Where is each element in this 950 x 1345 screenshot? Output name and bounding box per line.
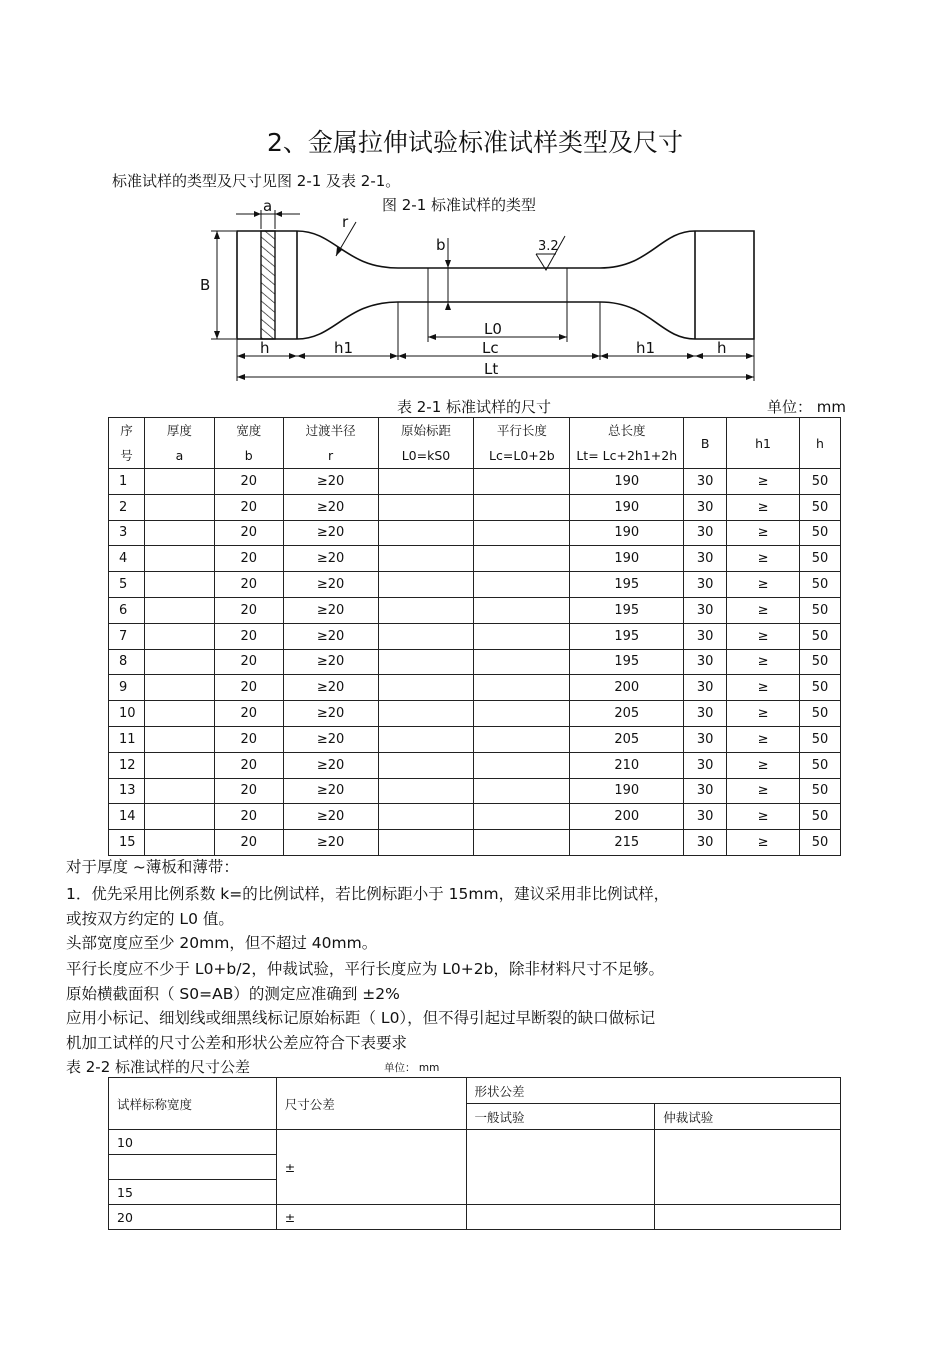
table-cell: 50 bbox=[799, 469, 840, 495]
col-general-test: 一般试验 bbox=[466, 1104, 655, 1130]
table1-unit: 单位： mm bbox=[767, 398, 846, 416]
table-row bbox=[109, 469, 841, 495]
width-cell: 20 bbox=[109, 1205, 277, 1230]
table-cell bbox=[474, 572, 570, 598]
table-cell: ≥20 bbox=[283, 726, 378, 752]
table-cell: 215 bbox=[570, 830, 684, 856]
table-cell: 20 bbox=[214, 597, 283, 623]
table-cell: ≥20 bbox=[283, 494, 378, 520]
table-cell bbox=[474, 469, 570, 495]
label-a: a bbox=[263, 198, 273, 215]
table-cell: ≥20 bbox=[283, 597, 378, 623]
table-cell: ≥ bbox=[727, 469, 800, 495]
table-cell: 205 bbox=[570, 701, 684, 727]
table-cell: ≥20 bbox=[283, 623, 378, 649]
table-cell bbox=[474, 726, 570, 752]
tolerance-cell: ± bbox=[276, 1205, 466, 1230]
header-cell: 平行长度 Lc=L0+2b bbox=[474, 418, 570, 469]
table-row bbox=[109, 597, 841, 623]
table-cell: 200 bbox=[570, 804, 684, 830]
table-cell bbox=[378, 572, 474, 598]
specimen-diagram bbox=[196, 198, 766, 388]
table-cell bbox=[144, 752, 214, 778]
table-cell bbox=[144, 572, 214, 598]
table-row bbox=[109, 701, 841, 727]
width-cell bbox=[109, 1155, 277, 1180]
header-cell: h bbox=[799, 418, 840, 469]
intro-text: 标准试样的类型及尺寸见图 2-1 及表 2-1。 bbox=[112, 172, 401, 190]
table-cell: 50 bbox=[799, 675, 840, 701]
table-cell: 50 bbox=[799, 597, 840, 623]
table-cell bbox=[474, 701, 570, 727]
table-row bbox=[109, 572, 841, 598]
table-cell: ≥ bbox=[727, 520, 800, 546]
table-cell bbox=[378, 469, 474, 495]
table-cell: 3 bbox=[109, 520, 145, 546]
table-cell: 20 bbox=[214, 572, 283, 598]
general-tol-cell bbox=[466, 1205, 655, 1230]
table-cell: 5 bbox=[109, 572, 145, 598]
table-row bbox=[109, 804, 841, 830]
table-cell: ≥ bbox=[727, 752, 800, 778]
table-cell: 20 bbox=[214, 623, 283, 649]
table-cell bbox=[474, 520, 570, 546]
width-cell: 10 bbox=[109, 1130, 277, 1155]
cross-section-hatch bbox=[261, 231, 275, 339]
table-row bbox=[109, 649, 841, 675]
table-cell: 20 bbox=[214, 778, 283, 804]
table-cell: ≥20 bbox=[283, 752, 378, 778]
table-cell: 50 bbox=[799, 701, 840, 727]
label-Lc: Lc bbox=[482, 339, 499, 357]
table-cell: 20 bbox=[214, 546, 283, 572]
arbitration-tol-cell bbox=[655, 1130, 841, 1205]
table-cell bbox=[474, 804, 570, 830]
table-cell: 195 bbox=[570, 572, 684, 598]
table-cell: 50 bbox=[799, 546, 840, 572]
header-cell: 宽度 b bbox=[214, 418, 283, 469]
table-cell: 50 bbox=[799, 494, 840, 520]
table-cell: ≥ bbox=[727, 830, 800, 856]
table-cell: 30 bbox=[684, 726, 727, 752]
table-cell bbox=[144, 726, 214, 752]
table-cell bbox=[144, 597, 214, 623]
table2-unit: 单位： mm bbox=[384, 1062, 440, 1074]
table-cell bbox=[378, 778, 474, 804]
table-cell: 195 bbox=[570, 649, 684, 675]
table-cell: 50 bbox=[799, 778, 840, 804]
general-tol-cell bbox=[466, 1130, 655, 1205]
table-cell: 7 bbox=[109, 623, 145, 649]
table-cell: 30 bbox=[684, 804, 727, 830]
table-cell: 30 bbox=[684, 572, 727, 598]
table-cell bbox=[378, 701, 474, 727]
table-cell bbox=[378, 726, 474, 752]
header-cell: 过渡半径 r bbox=[283, 418, 378, 469]
table-cell: 30 bbox=[684, 469, 727, 495]
table-cell: ≥20 bbox=[283, 546, 378, 572]
table-cell: 12 bbox=[109, 752, 145, 778]
table-cell bbox=[144, 778, 214, 804]
table-cell: 50 bbox=[799, 649, 840, 675]
table-cell bbox=[144, 494, 214, 520]
col-shape-tolerance: 形状公差 bbox=[466, 1078, 841, 1104]
table-cell: 1 bbox=[109, 469, 145, 495]
table-cell: 50 bbox=[799, 804, 840, 830]
table-cell bbox=[144, 546, 214, 572]
table-cell bbox=[144, 469, 214, 495]
body-paragraph: 头部宽度应至少 20mm，但不超过 40mm。 bbox=[66, 934, 378, 952]
table-cell: 190 bbox=[570, 469, 684, 495]
table-cell: 30 bbox=[684, 494, 727, 520]
table-cell bbox=[378, 804, 474, 830]
table-cell: 210 bbox=[570, 752, 684, 778]
page-title: 2、金属拉伸试验标准试样类型及尺寸 bbox=[267, 128, 683, 157]
table-cell: ≥20 bbox=[283, 469, 378, 495]
table-cell: 30 bbox=[684, 701, 727, 727]
table-cell: ≥20 bbox=[283, 778, 378, 804]
table-cell: 50 bbox=[799, 572, 840, 598]
table-cell: ≥ bbox=[727, 623, 800, 649]
header-cell: 序 号 bbox=[109, 418, 145, 469]
table-cell: 30 bbox=[684, 778, 727, 804]
table-cell: ≥ bbox=[727, 778, 800, 804]
label-Lt: Lt bbox=[484, 360, 499, 378]
table-cell: 190 bbox=[570, 778, 684, 804]
table-cell: 190 bbox=[570, 520, 684, 546]
table-cell: 30 bbox=[684, 623, 727, 649]
body-paragraph: 1．优先采用比例系数 k=的比例试样，若比例标距小于 15mm，建议采用非比例试样， bbox=[66, 885, 670, 903]
tolerance-table bbox=[108, 1077, 841, 1230]
table-cell bbox=[144, 830, 214, 856]
table-cell: 13 bbox=[109, 778, 145, 804]
table-cell: 15 bbox=[109, 830, 145, 856]
table-row bbox=[109, 623, 841, 649]
table-cell bbox=[474, 597, 570, 623]
table-cell: 30 bbox=[684, 546, 727, 572]
table-cell bbox=[474, 494, 570, 520]
table-cell bbox=[378, 649, 474, 675]
table-cell: 20 bbox=[214, 830, 283, 856]
header-cell: h1 bbox=[727, 418, 800, 469]
table-cell: 8 bbox=[109, 649, 145, 675]
table-cell: ≥20 bbox=[283, 804, 378, 830]
figure-caption: 图 2-1 标准试样的类型 bbox=[382, 196, 537, 214]
body-paragraph: 对于厚度 ~薄板和薄带： bbox=[66, 858, 239, 876]
col-arbitration-test: 仲裁试验 bbox=[655, 1104, 841, 1130]
table-cell: ≥ bbox=[727, 701, 800, 727]
table-cell: 6 bbox=[109, 597, 145, 623]
table-row bbox=[109, 778, 841, 804]
table-cell: 50 bbox=[799, 752, 840, 778]
table-cell bbox=[144, 520, 214, 546]
table-cell: 11 bbox=[109, 726, 145, 752]
table-cell: 30 bbox=[684, 675, 727, 701]
table-cell bbox=[144, 701, 214, 727]
table-cell: 20 bbox=[214, 804, 283, 830]
table-cell bbox=[144, 675, 214, 701]
table-cell bbox=[144, 623, 214, 649]
body-paragraph: 机加工试样的尺寸公差和形状公差应符合下表要求 bbox=[66, 1034, 408, 1052]
table-cell: 30 bbox=[684, 649, 727, 675]
table-cell: ≥20 bbox=[283, 649, 378, 675]
table-row bbox=[109, 726, 841, 752]
table-cell: 14 bbox=[109, 804, 145, 830]
table-cell: ≥20 bbox=[283, 520, 378, 546]
width-cell: 15 bbox=[109, 1180, 277, 1205]
table-cell: ≥ bbox=[727, 597, 800, 623]
table-cell: 50 bbox=[799, 830, 840, 856]
table-cell: ≥20 bbox=[283, 572, 378, 598]
table-cell: 20 bbox=[214, 675, 283, 701]
table-cell: 20 bbox=[214, 649, 283, 675]
table-cell: 195 bbox=[570, 597, 684, 623]
arbitration-tol-cell bbox=[655, 1205, 841, 1230]
table-cell: 20 bbox=[214, 469, 283, 495]
table-cell bbox=[474, 830, 570, 856]
table-cell bbox=[378, 494, 474, 520]
table-cell: ≥20 bbox=[283, 675, 378, 701]
table-cell bbox=[378, 752, 474, 778]
body-paragraph: 原始横截面积（ S0=AB）的测定应准确到 ±2% bbox=[66, 985, 400, 1003]
table-cell: 2 bbox=[109, 494, 145, 520]
table-cell: ≥ bbox=[727, 726, 800, 752]
table-cell bbox=[144, 804, 214, 830]
table-cell: 50 bbox=[799, 520, 840, 546]
table-cell: ≥ bbox=[727, 494, 800, 520]
label-roughness: 3.2 bbox=[538, 239, 559, 254]
table-cell: ≥ bbox=[727, 675, 800, 701]
table-row bbox=[109, 520, 841, 546]
table-cell: 4 bbox=[109, 546, 145, 572]
col-dimension-tolerance: 尺寸公差 bbox=[276, 1078, 466, 1130]
table-cell: 20 bbox=[214, 494, 283, 520]
table-cell: ≥20 bbox=[283, 830, 378, 856]
label-h1-left: h1 bbox=[334, 339, 354, 357]
table-cell: 30 bbox=[684, 520, 727, 546]
table-cell: ≥ bbox=[727, 804, 800, 830]
table-cell bbox=[378, 623, 474, 649]
table-cell: 190 bbox=[570, 546, 684, 572]
body-paragraph: 平行长度应不少于 L0+b/2，仲裁试验，平行长度应为 L0+2b，除非材料尺寸不足够。 bbox=[66, 960, 664, 978]
table-cell bbox=[474, 778, 570, 804]
table-cell: 20 bbox=[214, 701, 283, 727]
table-row bbox=[109, 675, 841, 701]
table-cell bbox=[378, 830, 474, 856]
tolerance-cell: ± bbox=[276, 1130, 466, 1205]
table-row bbox=[109, 830, 841, 856]
table1-header-row bbox=[109, 418, 841, 469]
table-cell bbox=[378, 546, 474, 572]
table-cell: ≥ bbox=[727, 572, 800, 598]
label-h-left: h bbox=[260, 339, 270, 357]
dimensions-table bbox=[108, 417, 841, 856]
table-cell: ≥ bbox=[727, 649, 800, 675]
label-h-right: h bbox=[717, 339, 727, 357]
header-cell: B bbox=[684, 418, 727, 469]
table-cell: 20 bbox=[214, 726, 283, 752]
table1-caption: 表 2-1 标准试样的尺寸 bbox=[397, 398, 552, 416]
label-h1-right: h1 bbox=[636, 339, 656, 357]
table-cell: ≥ bbox=[727, 546, 800, 572]
table-cell: 190 bbox=[570, 494, 684, 520]
col-nominal-width: 试样标称宽度 bbox=[109, 1078, 277, 1130]
table-cell: 10 bbox=[109, 701, 145, 727]
label-r: r bbox=[342, 213, 349, 231]
table-cell bbox=[474, 675, 570, 701]
table-row bbox=[109, 752, 841, 778]
label-B: B bbox=[200, 276, 211, 294]
label-b: b bbox=[436, 236, 446, 254]
header-cell: 总长度 Lt= Lc+2h1+2h bbox=[570, 418, 684, 469]
table-cell bbox=[378, 597, 474, 623]
table-cell: 20 bbox=[214, 752, 283, 778]
table-cell bbox=[474, 649, 570, 675]
table2-caption: 表 2-2 标准试样的尺寸公差 bbox=[66, 1058, 251, 1076]
table-cell: ≥20 bbox=[283, 701, 378, 727]
table-cell: 195 bbox=[570, 623, 684, 649]
table-cell: 205 bbox=[570, 726, 684, 752]
header-cell: 原始标距 L0=kS0 bbox=[378, 418, 474, 469]
body-paragraph: 应用小标记、细划线或细黑线标记原始标距（ L0），但不得引起过早断裂的缺口做标记 bbox=[66, 1009, 656, 1027]
table-cell bbox=[144, 649, 214, 675]
table-cell: 30 bbox=[684, 830, 727, 856]
table-cell: 50 bbox=[799, 726, 840, 752]
table-cell bbox=[378, 675, 474, 701]
table-cell: 9 bbox=[109, 675, 145, 701]
table-row bbox=[109, 546, 841, 572]
label-L0: L0 bbox=[484, 320, 502, 338]
table-cell bbox=[474, 752, 570, 778]
table-cell: 200 bbox=[570, 675, 684, 701]
table-cell: 30 bbox=[684, 597, 727, 623]
header-cell: 厚度 a bbox=[144, 418, 214, 469]
body-paragraph: 或按双方约定的 L0 值。 bbox=[66, 910, 234, 928]
table-cell bbox=[474, 546, 570, 572]
table-cell bbox=[378, 520, 474, 546]
table-cell: 50 bbox=[799, 623, 840, 649]
table-cell: 30 bbox=[684, 752, 727, 778]
table-row bbox=[109, 494, 841, 520]
table-cell: 20 bbox=[214, 520, 283, 546]
table-cell bbox=[474, 623, 570, 649]
